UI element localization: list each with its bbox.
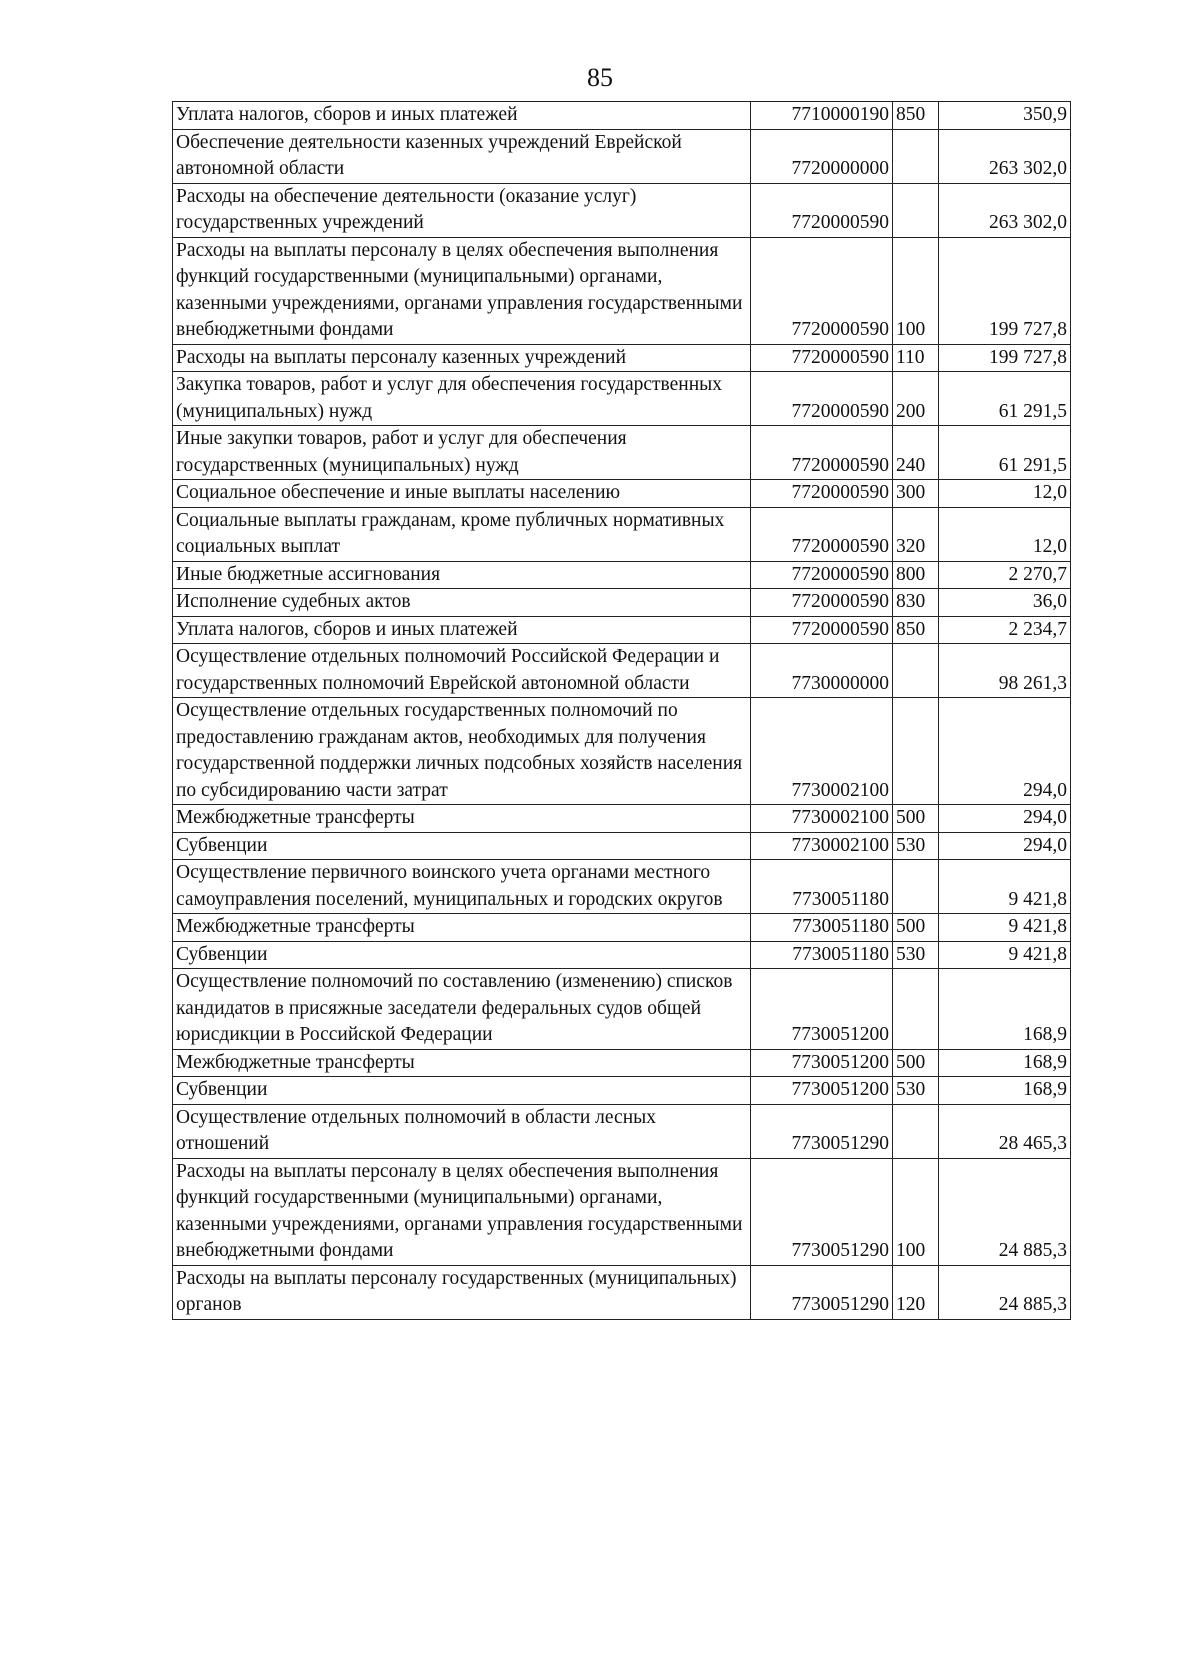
amount-cell: 2 234,7 — [939, 616, 1071, 644]
expense-type-cell: 500 — [893, 805, 939, 833]
table-row — [173, 102, 1071, 130]
table-row — [173, 1077, 1071, 1105]
expense-name-cell: Уплата налогов, сборов и иных платежей — [173, 102, 751, 130]
expense-type-cell — [893, 183, 939, 237]
table-row — [173, 589, 1071, 617]
expense-type-cell: 120 — [893, 1265, 939, 1319]
budget-table-body — [173, 102, 1071, 1320]
amount-cell: 2 270,7 — [939, 561, 1071, 589]
target-code-cell: 7720000590 — [751, 561, 893, 589]
table-row — [173, 426, 1071, 480]
amount-cell: 294,0 — [939, 832, 1071, 860]
table-row — [173, 1049, 1071, 1077]
expense-name-cell: Иные закупки товаров, работ и услуг для обеспечения государственных (муниципальных) нужд — [173, 426, 751, 480]
expense-type-cell: 800 — [893, 561, 939, 589]
expense-name-cell: Межбюджетные трансферты — [173, 914, 751, 942]
expense-type-cell: 850 — [893, 616, 939, 644]
amount-cell: 263 302,0 — [939, 129, 1071, 183]
amount-cell: 263 302,0 — [939, 183, 1071, 237]
amount-cell: 168,9 — [939, 1049, 1071, 1077]
expense-name-cell: Расходы на выплаты персоналу государственных (муниципальных) органов — [173, 1265, 751, 1319]
expense-type-cell: 500 — [893, 1049, 939, 1077]
expense-type-cell: 110 — [893, 344, 939, 372]
table-row — [173, 344, 1071, 372]
expense-type-cell — [893, 860, 939, 914]
target-code-cell: 7730051200 — [751, 1077, 893, 1105]
table-row — [173, 372, 1071, 426]
target-code-cell: 7730051180 — [751, 914, 893, 942]
table-row — [173, 237, 1071, 344]
table-row — [173, 1265, 1071, 1319]
budget-table — [172, 101, 1071, 1320]
table-row — [173, 805, 1071, 833]
expense-name-cell: Расходы на выплаты персоналу в целях обеспечения выполнения функций государственными (муниципальными) органами, казенными учреждениями, органами управления государственными внебюджетными фондами — [173, 237, 751, 344]
table-row — [173, 129, 1071, 183]
expense-name-cell: Осуществление полномочий по составлению (изменению) списков кандидатов в присяжные заседатели федеральных судов общей юрисдикции в Российской Федерации — [173, 969, 751, 1050]
amount-cell: 168,9 — [939, 1077, 1071, 1105]
expense-name-cell: Закупка товаров, работ и услуг для обеспечения государственных (муниципальных) нужд — [173, 372, 751, 426]
target-code-cell: 7710000190 — [751, 102, 893, 130]
amount-cell: 24 885,3 — [939, 1158, 1071, 1265]
expense-name-cell: Осуществление отдельных полномочий в области лесных отношений — [173, 1104, 751, 1158]
expense-name-cell: Расходы на выплаты персоналу в целях обеспечения выполнения функций государственными (муниципальными) органами, казенными учреждениями, органами управления государственными внебюджетными фондами — [173, 1158, 751, 1265]
table-row — [173, 183, 1071, 237]
amount-cell: 28 465,3 — [939, 1104, 1071, 1158]
target-code-cell: 7720000590 — [751, 372, 893, 426]
table-row — [173, 698, 1071, 805]
target-code-cell: 7730000000 — [751, 644, 893, 698]
amount-cell: 9 421,8 — [939, 941, 1071, 969]
expense-type-cell: 100 — [893, 1158, 939, 1265]
target-code-cell: 7720000000 — [751, 129, 893, 183]
expense-name-cell: Субвенции — [173, 941, 751, 969]
target-code-cell: 7720000590 — [751, 616, 893, 644]
table-row — [173, 914, 1071, 942]
expense-type-cell: 100 — [893, 237, 939, 344]
expense-type-cell: 320 — [893, 507, 939, 561]
amount-cell: 61 291,5 — [939, 372, 1071, 426]
target-code-cell: 7730051290 — [751, 1104, 893, 1158]
expense-name-cell: Расходы на выплаты персоналу казенных учреждений — [173, 344, 751, 372]
target-code-cell: 7730051180 — [751, 860, 893, 914]
table-row — [173, 616, 1071, 644]
expense-name-cell: Межбюджетные трансферты — [173, 1049, 751, 1077]
expense-type-cell — [893, 129, 939, 183]
amount-cell: 12,0 — [939, 480, 1071, 508]
table-row — [173, 480, 1071, 508]
table-row — [173, 507, 1071, 561]
amount-cell: 24 885,3 — [939, 1265, 1071, 1319]
expense-type-cell — [893, 969, 939, 1050]
expense-name-cell: Уплата налогов, сборов и иных платежей — [173, 616, 751, 644]
expense-type-cell: 530 — [893, 941, 939, 969]
table-row — [173, 969, 1071, 1050]
amount-cell: 168,9 — [939, 969, 1071, 1050]
expense-name-cell: Осуществление отдельных государственных полномочий по предоставлению гражданам актов, необходимых для получения государственной поддержки личных подсобных хозяйств населения по субсидированию части затрат — [173, 698, 751, 805]
table-row — [173, 561, 1071, 589]
table-row — [173, 644, 1071, 698]
target-code-cell: 7720000590 — [751, 507, 893, 561]
amount-cell: 294,0 — [939, 805, 1071, 833]
target-code-cell: 7720000590 — [751, 480, 893, 508]
expense-type-cell: 830 — [893, 589, 939, 617]
table-row — [173, 1158, 1071, 1265]
expense-type-cell — [893, 698, 939, 805]
target-code-cell: 7730051200 — [751, 1049, 893, 1077]
expense-type-cell: 240 — [893, 426, 939, 480]
amount-cell: 294,0 — [939, 698, 1071, 805]
target-code-cell: 7720000590 — [751, 344, 893, 372]
amount-cell: 36,0 — [939, 589, 1071, 617]
target-code-cell: 7730051180 — [751, 941, 893, 969]
amount-cell: 199 727,8 — [939, 344, 1071, 372]
expense-type-cell: 530 — [893, 1077, 939, 1105]
target-code-cell: 7730051290 — [751, 1265, 893, 1319]
target-code-cell: 7720000590 — [751, 183, 893, 237]
expense-name-cell: Исполнение судебных актов — [173, 589, 751, 617]
expense-type-cell — [893, 644, 939, 698]
target-code-cell: 7720000590 — [751, 589, 893, 617]
expense-name-cell: Межбюджетные трансферты — [173, 805, 751, 833]
target-code-cell: 7730002100 — [751, 698, 893, 805]
amount-cell: 350,9 — [939, 102, 1071, 130]
table-row — [173, 832, 1071, 860]
amount-cell: 9 421,8 — [939, 914, 1071, 942]
expense-name-cell: Социальное обеспечение и иные выплаты населению — [173, 480, 751, 508]
target-code-cell: 7720000590 — [751, 237, 893, 344]
expense-type-cell: 300 — [893, 480, 939, 508]
target-code-cell: 7730002100 — [751, 832, 893, 860]
table-row — [173, 941, 1071, 969]
table-row — [173, 1104, 1071, 1158]
target-code-cell: 7730051200 — [751, 969, 893, 1050]
expense-name-cell: Осуществление первичного воинского учета органами местного самоуправления поселений, муниципальных и городских округов — [173, 860, 751, 914]
amount-cell: 9 421,8 — [939, 860, 1071, 914]
expense-name-cell: Обеспечение деятельности казенных учреждений Еврейской автономной области — [173, 129, 751, 183]
expense-type-cell: 850 — [893, 102, 939, 130]
target-code-cell: 7720000590 — [751, 426, 893, 480]
target-code-cell: 7730002100 — [751, 805, 893, 833]
expense-name-cell: Расходы на обеспечение деятельности (оказание услуг) государственных учреждений — [173, 183, 751, 237]
expense-type-cell: 530 — [893, 832, 939, 860]
expense-name-cell: Субвенции — [173, 1077, 751, 1105]
amount-cell: 98 261,3 — [939, 644, 1071, 698]
expense-name-cell: Осуществление отдельных полномочий Российской Федерации и государственных полномочий Еврейской автономной области — [173, 644, 751, 698]
expense-type-cell — [893, 1104, 939, 1158]
page-number: 85 — [587, 63, 613, 92]
expense-type-cell: 500 — [893, 914, 939, 942]
expense-type-cell: 200 — [893, 372, 939, 426]
expense-name-cell: Иные бюджетные ассигнования — [173, 561, 751, 589]
amount-cell: 61 291,5 — [939, 426, 1071, 480]
expense-name-cell: Субвенции — [173, 832, 751, 860]
amount-cell: 199 727,8 — [939, 237, 1071, 344]
amount-cell: 12,0 — [939, 507, 1071, 561]
table-row — [173, 860, 1071, 914]
expense-name-cell: Социальные выплаты гражданам, кроме публичных нормативных социальных выплат — [173, 507, 751, 561]
target-code-cell: 7730051290 — [751, 1158, 893, 1265]
